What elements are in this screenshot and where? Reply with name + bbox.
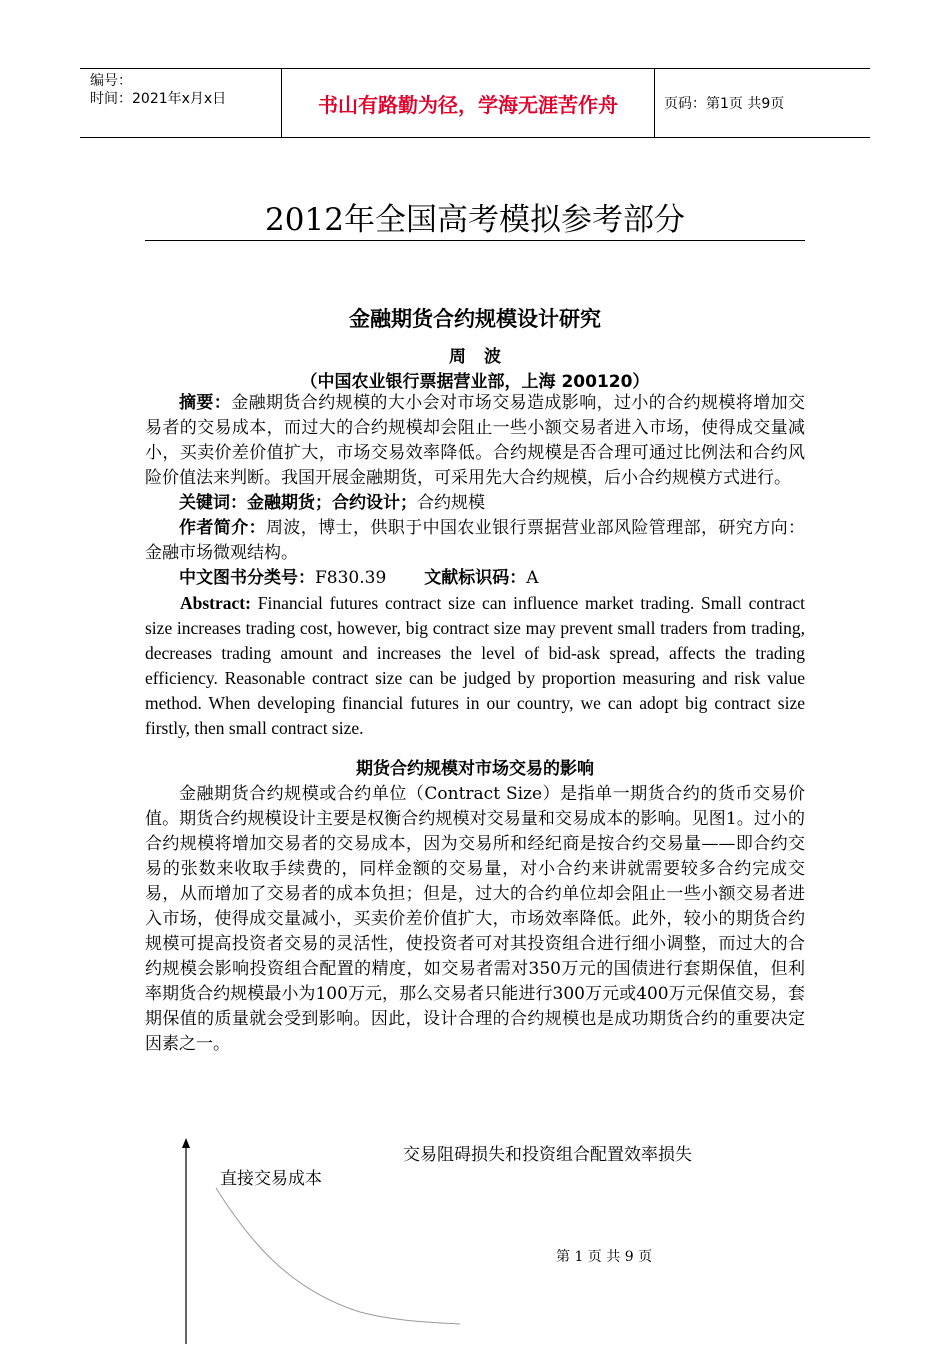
- clc-value: F830.39: [315, 568, 387, 588]
- figure-label-left: 直接交易成本: [220, 1169, 322, 1189]
- english-abstract-text: Financial futures contract size can influence market trading. Small contract size increases trading cost, however, big contract size may prevent small traders from trading, decreases trading amount and increases the level of bid-ask spread, affects the trading efficiency. Reasonable contract size can be judged by proportion measuring and risk value method. When developing financial futures in our country, we can adopt big contract size firstly, then small contract size.: [145, 593, 805, 738]
- page-footer: 第 1 页 共 9 页: [556, 1249, 653, 1265]
- section-paragraph: 金融期货合约规模或合约单位（Contract Size）是指单一期货合约的货币交易价值。期货合约规模设计主要是权衡合约规模对交易量和交易成本的影响。见图1。过小的合约规模将增加交易者的交易成本，因为交易所和经纪商是按合约交易量——即合约交易的张数来收取手续费的，同样金额的交易量，对小合约来讲就需要较多合约完成交易，从而增加了交易者的成本负担；但是，过大的合约单位却会阻止一些小额交易者进入市场，使得成交量减小，买卖价差价值扩大，市场效率降低。此外，较小的期货合约规模可提高投资者交易的灵活性，使投资者可对其投资组合进行细小调整，而过大的合约规模会影响投资组合配置的精度，如交易者需对350万元的国债进行套期保值，但利率期货合约规模最小为100万元，那么交易者只能进行300万元或400万元保值交易，套期保值的质量就会受到影响。因此，设计合理的合约规模也是成功期货合约的重要决定因素之一。: [145, 784, 805, 1054]
- article-body: [145, 391, 805, 1057]
- header-info-cell: [80, 69, 281, 137]
- section-heading: 期货合约规模对市场交易的影响: [356, 759, 594, 779]
- keywords-plain: 合约规模: [417, 493, 485, 513]
- figure-label-right: 交易阻碍损失和投资组合配置效率损失: [403, 1145, 692, 1165]
- keywords-paragraph: [145, 491, 805, 516]
- keywords-bold: 金融期货；合约设计；: [247, 493, 417, 513]
- author-intro-paragraph: [145, 516, 805, 566]
- abstract-label: 摘要：: [179, 393, 232, 413]
- clc-label: 中文图书分类号：: [179, 568, 315, 588]
- abstract-text: 金融期货合约规模的大小会对市场交易造成影响，过小的合约规模将增加交易者的交易成本，而过大的合约规模却会阻止一些小额交易者进入市场，使得成交量减小，买卖价差价值扩大，市场交易效率降低。合约规模是否合理可通过比例法和合约风险价值法来判断。我国开展金融期货，可采用先大合约规模，后小合约规模方式进行。: [145, 393, 806, 488]
- keywords-label: 关键词：: [179, 493, 247, 513]
- header-table: [80, 68, 870, 138]
- author-intro-text: 周波，博士，供职于中国农业银行票据营业部风险管理部，研究方向：金融市场微观结构。: [145, 518, 805, 563]
- abstract-paragraph: [145, 391, 805, 491]
- header-page-label: 页码：第1页 共9页: [664, 96, 785, 112]
- author-intro-label: 作者简介：: [179, 518, 266, 538]
- figure-1: [150, 1130, 810, 1344]
- paper-title: 金融期货合约规模设计研究: [349, 307, 601, 331]
- time-label: 时间：2021年x月x日: [90, 91, 227, 107]
- classification-paragraph: [145, 566, 805, 591]
- direct-cost-curve: [216, 1188, 460, 1324]
- paper-affiliation: （中国农业银行票据营业部，上海 200120）: [300, 372, 650, 392]
- english-abstract-paragraph: [145, 591, 805, 741]
- doc-code-label: 文献标识码：: [424, 568, 527, 588]
- doc-code-value: A: [526, 568, 539, 588]
- english-abstract-label: Abstract:: [180, 593, 251, 613]
- paper-author: 周波: [449, 347, 519, 367]
- main-title: 2012年全国高考模拟参考部分: [145, 200, 805, 241]
- header-motto: 书山有路勤为径，学海无涯苦作舟: [281, 69, 655, 137]
- number-label: 编号：: [90, 73, 132, 89]
